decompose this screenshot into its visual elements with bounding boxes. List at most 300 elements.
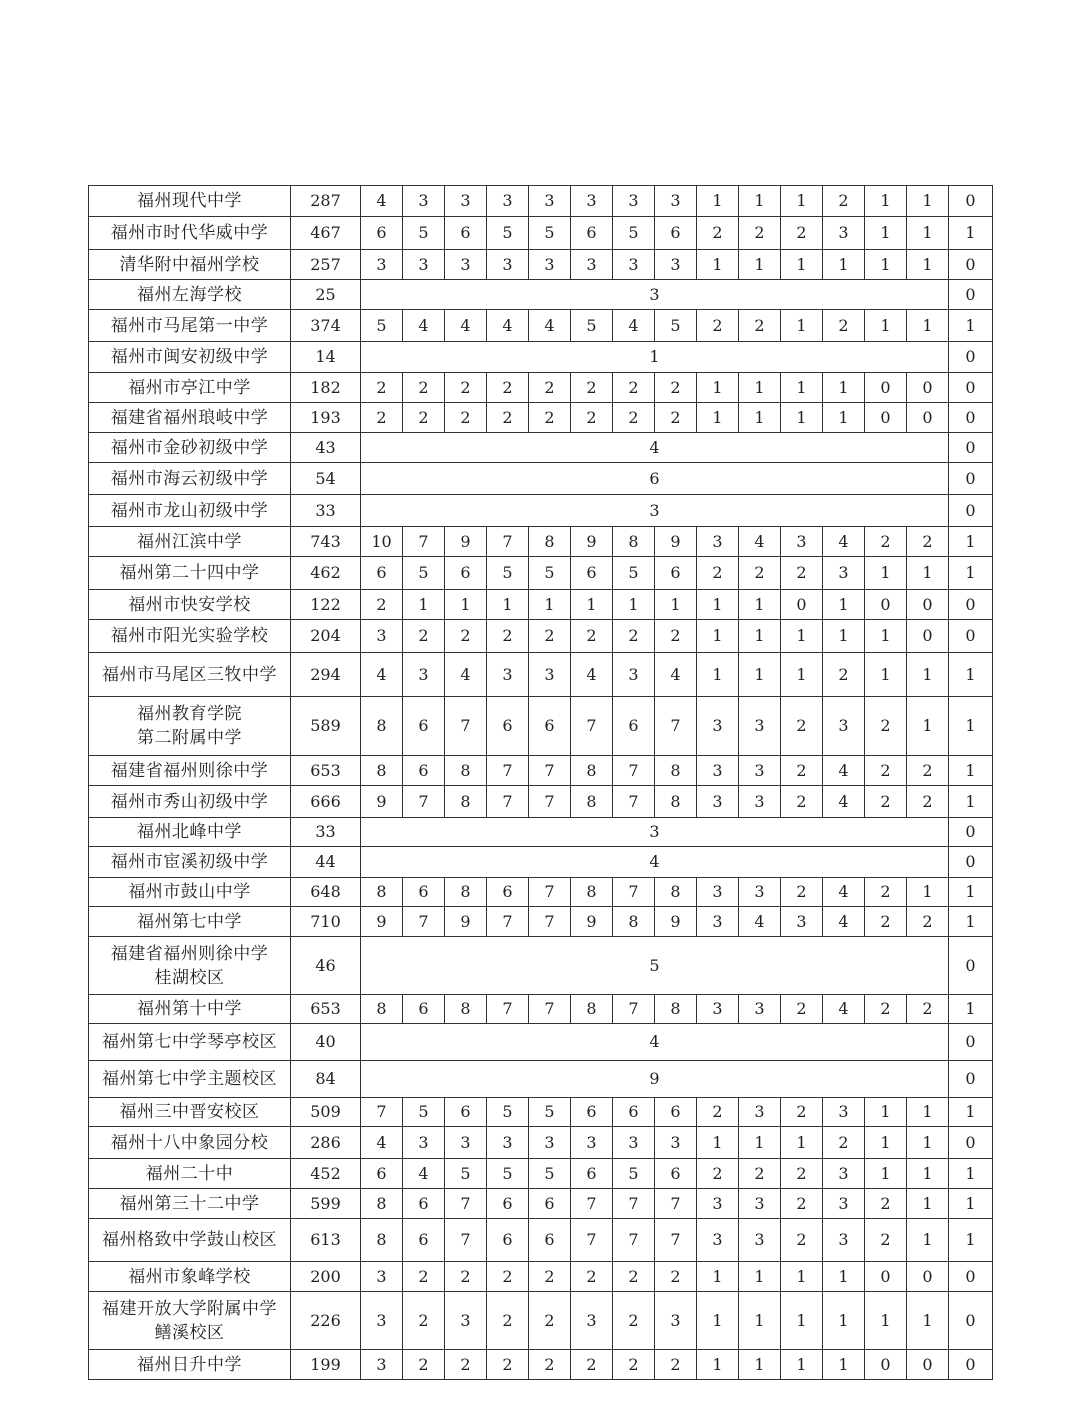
table-row — [89, 1350, 993, 1380]
total-cell: 33 — [291, 495, 361, 527]
school-name: 福州三中晋安校区 — [119, 1102, 260, 1122]
quota-cell: 3 — [613, 186, 655, 217]
quota-cell: 1 — [865, 1098, 907, 1127]
table-row — [89, 1292, 993, 1350]
quota-cell: 4 — [655, 653, 697, 697]
merged-quota-cell: 9 — [361, 1061, 949, 1098]
quota-cell: 2 — [781, 1159, 823, 1189]
quota-cell: 7 — [361, 1098, 403, 1127]
quota-cell: 1 — [781, 250, 823, 280]
school-name-cell — [89, 1098, 291, 1127]
total-cell: 14 — [291, 342, 361, 373]
quota-cell: 3 — [655, 186, 697, 217]
quota-cell: 8 — [571, 786, 613, 818]
quota-cell: 2 — [529, 620, 571, 653]
last-cell: 0 — [949, 1061, 993, 1098]
quota-cell: 3 — [487, 1127, 529, 1159]
quota-cell: 3 — [613, 1127, 655, 1159]
table-row — [89, 1159, 993, 1189]
last-cell: 0 — [949, 433, 993, 463]
quota-cell: 6 — [487, 697, 529, 756]
quota-cell: 3 — [403, 250, 445, 280]
quota-cell: 2 — [907, 756, 949, 786]
school-name: 福建省福州则徐中学 — [110, 943, 269, 964]
quota-cell: 3 — [739, 756, 781, 786]
quota-cell: 7 — [571, 697, 613, 756]
quota-cell: 0 — [865, 590, 907, 620]
quota-cell: 1 — [487, 590, 529, 620]
quota-cell: 9 — [571, 907, 613, 937]
quota-cell: 1 — [907, 310, 949, 342]
merged-quota-cell: 4 — [361, 847, 949, 878]
quota-cell: 5 — [487, 1159, 529, 1189]
last-cell: 1 — [949, 756, 993, 786]
quota-cell: 1 — [697, 1350, 739, 1380]
quota-cell: 3 — [823, 1159, 865, 1189]
quota-cell: 2 — [655, 403, 697, 433]
quota-cell: 3 — [739, 697, 781, 756]
quota-cell: 3 — [697, 878, 739, 907]
quota-cell: 1 — [865, 620, 907, 653]
table-row — [89, 756, 993, 786]
quota-cell: 3 — [697, 786, 739, 818]
quota-cell: 1 — [697, 590, 739, 620]
quota-cell: 7 — [655, 1219, 697, 1262]
quota-cell: 2 — [487, 1350, 529, 1380]
quota-cell: 1 — [697, 403, 739, 433]
total-cell: 226 — [291, 1292, 361, 1350]
last-cell: 0 — [949, 1127, 993, 1159]
school-name: 福州北峰中学 — [137, 822, 242, 842]
quota-cell: 4 — [445, 653, 487, 697]
quota-cell: 2 — [571, 1262, 613, 1292]
quota-cell: 1 — [739, 653, 781, 697]
quota-cell: 3 — [571, 250, 613, 280]
quota-cell: 1 — [907, 1219, 949, 1262]
quota-cell: 7 — [655, 1189, 697, 1219]
quota-cell: 6 — [655, 1159, 697, 1189]
school-name: 福建省福州琅岐中学 — [110, 407, 269, 428]
quota-cell: 4 — [403, 1159, 445, 1189]
quota-cell: 6 — [487, 878, 529, 907]
quota-cell: 2 — [781, 756, 823, 786]
total-cell: 84 — [291, 1061, 361, 1098]
quota-cell: 2 — [403, 620, 445, 653]
quota-cell: 3 — [697, 907, 739, 937]
last-cell: 0 — [949, 342, 993, 373]
quota-cell: 7 — [613, 1219, 655, 1262]
quota-cell: 2 — [739, 217, 781, 250]
quota-cell: 8 — [655, 878, 697, 907]
table-row — [89, 653, 993, 697]
quota-cell: 9 — [655, 527, 697, 557]
quota-cell: 1 — [823, 620, 865, 653]
quota-cell: 1 — [739, 620, 781, 653]
last-cell: 1 — [949, 310, 993, 342]
quota-cell: 1 — [697, 620, 739, 653]
last-cell: 1 — [949, 995, 993, 1024]
total-cell: 40 — [291, 1024, 361, 1061]
last-cell: 0 — [949, 280, 993, 310]
quota-cell: 1 — [865, 653, 907, 697]
quota-cell: 1 — [907, 878, 949, 907]
total-cell: 43 — [291, 433, 361, 463]
last-cell: 0 — [949, 186, 993, 217]
school-name-cell — [89, 1292, 291, 1350]
quota-cell: 3 — [529, 1127, 571, 1159]
school-name-cell — [89, 907, 291, 937]
quota-cell: 2 — [781, 995, 823, 1024]
quota-cell: 2 — [781, 878, 823, 907]
quota-cell: 2 — [361, 590, 403, 620]
quota-cell: 7 — [445, 697, 487, 756]
last-cell: 0 — [949, 620, 993, 653]
quota-cell: 6 — [529, 1189, 571, 1219]
total-cell: 589 — [291, 697, 361, 756]
quota-cell: 2 — [865, 1189, 907, 1219]
quota-cell: 5 — [403, 557, 445, 590]
quota-cell: 6 — [571, 217, 613, 250]
school-name: 福州市秀山初级中学 — [110, 791, 269, 812]
quota-cell: 7 — [571, 1219, 613, 1262]
school-name-cell — [89, 186, 291, 217]
quota-cell: 2 — [403, 373, 445, 403]
quota-cell: 0 — [907, 1350, 949, 1380]
quota-cell: 6 — [403, 697, 445, 756]
quota-cell: 9 — [361, 786, 403, 818]
quota-cell: 3 — [697, 995, 739, 1024]
total-cell: 204 — [291, 620, 361, 653]
quota-cell: 0 — [907, 403, 949, 433]
quota-cell: 6 — [403, 1189, 445, 1219]
quota-cell: 6 — [571, 1098, 613, 1127]
quota-cell: 5 — [529, 557, 571, 590]
quota-cell: 0 — [907, 620, 949, 653]
quota-cell: 2 — [403, 1350, 445, 1380]
quota-cell: 1 — [907, 653, 949, 697]
school-name-cell — [89, 495, 291, 527]
quota-cell: 3 — [697, 527, 739, 557]
quota-cell: 1 — [907, 217, 949, 250]
last-cell: 0 — [949, 847, 993, 878]
quota-cell: 2 — [823, 1127, 865, 1159]
quota-cell: 3 — [361, 620, 403, 653]
quota-cell: 1 — [823, 250, 865, 280]
last-cell: 0 — [949, 937, 993, 995]
last-cell: 1 — [949, 557, 993, 590]
quota-cell: 3 — [529, 250, 571, 280]
quota-cell: 2 — [781, 557, 823, 590]
quota-cell: 3 — [571, 1127, 613, 1159]
quota-cell: 1 — [697, 373, 739, 403]
quota-cell: 4 — [739, 527, 781, 557]
quota-cell: 7 — [529, 878, 571, 907]
school-name-cell — [89, 818, 291, 847]
table-row — [89, 937, 993, 995]
quota-cell: 1 — [865, 250, 907, 280]
quota-cell: 2 — [865, 907, 907, 937]
school-name: 福州教育学院 — [137, 704, 242, 724]
total-cell: 25 — [291, 280, 361, 310]
quota-cell: 6 — [613, 1098, 655, 1127]
school-name: 福州市闽安初级中学 — [110, 347, 269, 367]
quota-cell: 2 — [487, 403, 529, 433]
quota-cell: 1 — [907, 557, 949, 590]
quota-cell: 3 — [445, 1292, 487, 1350]
quota-cell: 2 — [823, 186, 865, 217]
table-row — [89, 1262, 993, 1292]
total-cell: 257 — [291, 250, 361, 280]
quota-cell: 0 — [907, 373, 949, 403]
quota-cell: 6 — [655, 557, 697, 590]
quota-cell: 2 — [781, 1189, 823, 1219]
quota-cell: 2 — [697, 310, 739, 342]
school-name: 福州市鼓山中学 — [128, 882, 251, 902]
quota-cell: 4 — [823, 995, 865, 1024]
quota-cell: 8 — [361, 697, 403, 756]
quota-cell: 3 — [361, 1262, 403, 1292]
school-name-cell — [89, 1189, 291, 1219]
table-row — [89, 342, 993, 373]
quota-cell: 1 — [823, 590, 865, 620]
quota-cell: 3 — [529, 186, 571, 217]
quota-cell: 0 — [907, 590, 949, 620]
quota-cell: 9 — [571, 527, 613, 557]
table-row — [89, 186, 993, 217]
quota-cell: 2 — [613, 1292, 655, 1350]
quota-cell: 4 — [361, 186, 403, 217]
merged-quota-cell: 4 — [361, 433, 949, 463]
quota-cell: 2 — [571, 1350, 613, 1380]
table-row — [89, 1024, 993, 1061]
quota-cell: 2 — [697, 1098, 739, 1127]
quota-cell: 6 — [445, 557, 487, 590]
total-cell: 46 — [291, 937, 361, 995]
quota-cell: 3 — [571, 186, 613, 217]
quota-cell: 1 — [571, 590, 613, 620]
last-cell: 1 — [949, 878, 993, 907]
quota-cell: 5 — [529, 1098, 571, 1127]
quota-cell: 1 — [739, 1262, 781, 1292]
school-name-cell — [89, 1024, 291, 1061]
quota-cell: 0 — [865, 373, 907, 403]
quota-cell: 4 — [823, 527, 865, 557]
last-cell: 1 — [949, 786, 993, 818]
quota-cell: 8 — [613, 907, 655, 937]
quota-cell: 3 — [823, 1098, 865, 1127]
quota-cell: 3 — [529, 653, 571, 697]
quota-cell: 5 — [529, 217, 571, 250]
last-cell: 0 — [949, 818, 993, 847]
total-cell: 193 — [291, 403, 361, 433]
quota-cell: 2 — [907, 786, 949, 818]
quota-cell: 1 — [781, 653, 823, 697]
quota-cell: 5 — [487, 557, 529, 590]
school-name-cell — [89, 217, 291, 250]
quota-cell: 7 — [529, 786, 571, 818]
quota-cell: 3 — [781, 527, 823, 557]
quota-cell: 6 — [571, 1159, 613, 1189]
school-name: 福州市象峰学校 — [128, 1266, 251, 1287]
school-name: 福州江滨中学 — [137, 531, 242, 552]
school-name-cell — [89, 995, 291, 1024]
school-name-cell — [89, 786, 291, 818]
quota-cell: 7 — [445, 1189, 487, 1219]
quota-cell: 5 — [445, 1159, 487, 1189]
quota-cell: 2 — [613, 1262, 655, 1292]
merged-quota-cell: 3 — [361, 280, 949, 310]
table-row — [89, 878, 993, 907]
last-cell: 0 — [949, 495, 993, 527]
quota-cell: 3 — [655, 1292, 697, 1350]
quota-cell: 1 — [823, 373, 865, 403]
table-row — [89, 907, 993, 937]
quota-cell: 7 — [487, 907, 529, 937]
last-cell: 0 — [949, 1292, 993, 1350]
last-cell: 1 — [949, 527, 993, 557]
table-row — [89, 403, 993, 433]
quota-cell: 2 — [865, 1219, 907, 1262]
quota-cell: 2 — [781, 1219, 823, 1262]
quota-cell: 5 — [571, 310, 613, 342]
quota-cell: 4 — [823, 907, 865, 937]
last-cell: 0 — [949, 373, 993, 403]
school-name: 福州第十中学 — [137, 999, 242, 1019]
total-cell: 294 — [291, 653, 361, 697]
quota-cell: 2 — [445, 1262, 487, 1292]
school-name: 福州市宦溪初级中学 — [110, 852, 269, 872]
school-name-cell — [89, 1350, 291, 1380]
total-cell: 467 — [291, 217, 361, 250]
quota-cell: 3 — [739, 1219, 781, 1262]
school-name: 福州二十中 — [145, 1163, 234, 1184]
quota-cell: 0 — [865, 403, 907, 433]
quota-cell: 4 — [445, 310, 487, 342]
quota-cell: 8 — [445, 995, 487, 1024]
quota-cell: 3 — [403, 186, 445, 217]
school-name: 清华附中福州学校 — [119, 254, 260, 275]
quota-cell: 2 — [613, 373, 655, 403]
quota-cell: 6 — [655, 217, 697, 250]
quota-cell: 8 — [571, 878, 613, 907]
last-cell: 1 — [949, 1159, 993, 1189]
quota-cell: 7 — [613, 1189, 655, 1219]
merged-quota-cell: 6 — [361, 463, 949, 495]
quota-cell: 1 — [739, 373, 781, 403]
quota-cell: 3 — [487, 250, 529, 280]
quota-cell: 1 — [865, 186, 907, 217]
quota-cell: 2 — [907, 907, 949, 937]
quota-cell: 8 — [361, 995, 403, 1024]
quota-cell: 1 — [781, 1292, 823, 1350]
quota-cell: 2 — [529, 403, 571, 433]
last-cell: 0 — [949, 1262, 993, 1292]
quota-cell: 1 — [781, 403, 823, 433]
quota-cell: 1 — [739, 1350, 781, 1380]
quota-cell: 2 — [445, 403, 487, 433]
quota-cell: 3 — [697, 1189, 739, 1219]
quota-cell: 3 — [697, 1219, 739, 1262]
school-name-cell — [89, 463, 291, 495]
total-cell: 743 — [291, 527, 361, 557]
total-cell: 374 — [291, 310, 361, 342]
quota-cell: 2 — [865, 878, 907, 907]
quota-cell: 3 — [655, 250, 697, 280]
table-row — [89, 697, 993, 756]
quota-cell: 4 — [823, 786, 865, 818]
quota-cell: 6 — [403, 756, 445, 786]
school-name: 福州第七中学主题校区 — [102, 1069, 277, 1089]
table-row — [89, 590, 993, 620]
school-name: 福州市马尾区三牧中学 — [102, 664, 277, 685]
quota-cell: 1 — [907, 1189, 949, 1219]
table-row — [89, 310, 993, 342]
quota-cell: 7 — [613, 786, 655, 818]
school-name: 福州第七中学 — [137, 911, 242, 932]
quota-cell: 2 — [613, 620, 655, 653]
table-row — [89, 1127, 993, 1159]
quota-cell: 3 — [361, 250, 403, 280]
quota-cell: 1 — [697, 653, 739, 697]
quota-cell: 6 — [445, 217, 487, 250]
quota-cell: 1 — [781, 186, 823, 217]
quota-cell: 5 — [361, 310, 403, 342]
school-name: 福州市阳光实验学校 — [110, 626, 269, 646]
total-cell: 199 — [291, 1350, 361, 1380]
quota-cell: 4 — [823, 878, 865, 907]
school-name: 福州第二十四中学 — [119, 563, 260, 583]
quota-cell: 3 — [739, 878, 781, 907]
quota-cell: 9 — [445, 527, 487, 557]
quota-cell: 2 — [655, 373, 697, 403]
school-name-cell — [89, 1262, 291, 1292]
last-cell: 0 — [949, 590, 993, 620]
table-row — [89, 1189, 993, 1219]
quota-cell: 8 — [655, 995, 697, 1024]
quota-cell: 10 — [361, 527, 403, 557]
quota-cell: 1 — [529, 590, 571, 620]
quota-cell: 2 — [655, 1262, 697, 1292]
quota-cell: 8 — [613, 527, 655, 557]
quota-cell: 4 — [823, 756, 865, 786]
quota-cell: 1 — [823, 1350, 865, 1380]
quota-cell: 1 — [865, 1159, 907, 1189]
quota-cell: 2 — [487, 620, 529, 653]
last-cell: 1 — [949, 697, 993, 756]
quota-cell: 3 — [781, 907, 823, 937]
quota-cell: 2 — [697, 557, 739, 590]
school-name-line2: 鳝溪校区 — [154, 1322, 225, 1343]
merged-quota-cell: 4 — [361, 1024, 949, 1061]
quota-cell: 2 — [403, 403, 445, 433]
quota-cell: 2 — [823, 653, 865, 697]
quota-cell: 8 — [655, 756, 697, 786]
quota-cell: 1 — [865, 557, 907, 590]
quota-cell: 7 — [403, 907, 445, 937]
last-cell: 1 — [949, 1098, 993, 1127]
quota-cell: 2 — [655, 620, 697, 653]
school-name-cell — [89, 1219, 291, 1262]
table-row — [89, 217, 993, 250]
quota-cell: 7 — [613, 878, 655, 907]
merged-quota-cell: 5 — [361, 937, 949, 995]
school-name-cell — [89, 878, 291, 907]
quota-cell: 7 — [487, 527, 529, 557]
quota-cell: 2 — [865, 786, 907, 818]
quota-cell: 7 — [487, 786, 529, 818]
quota-cell: 2 — [445, 1350, 487, 1380]
allocation-table — [88, 185, 993, 1380]
